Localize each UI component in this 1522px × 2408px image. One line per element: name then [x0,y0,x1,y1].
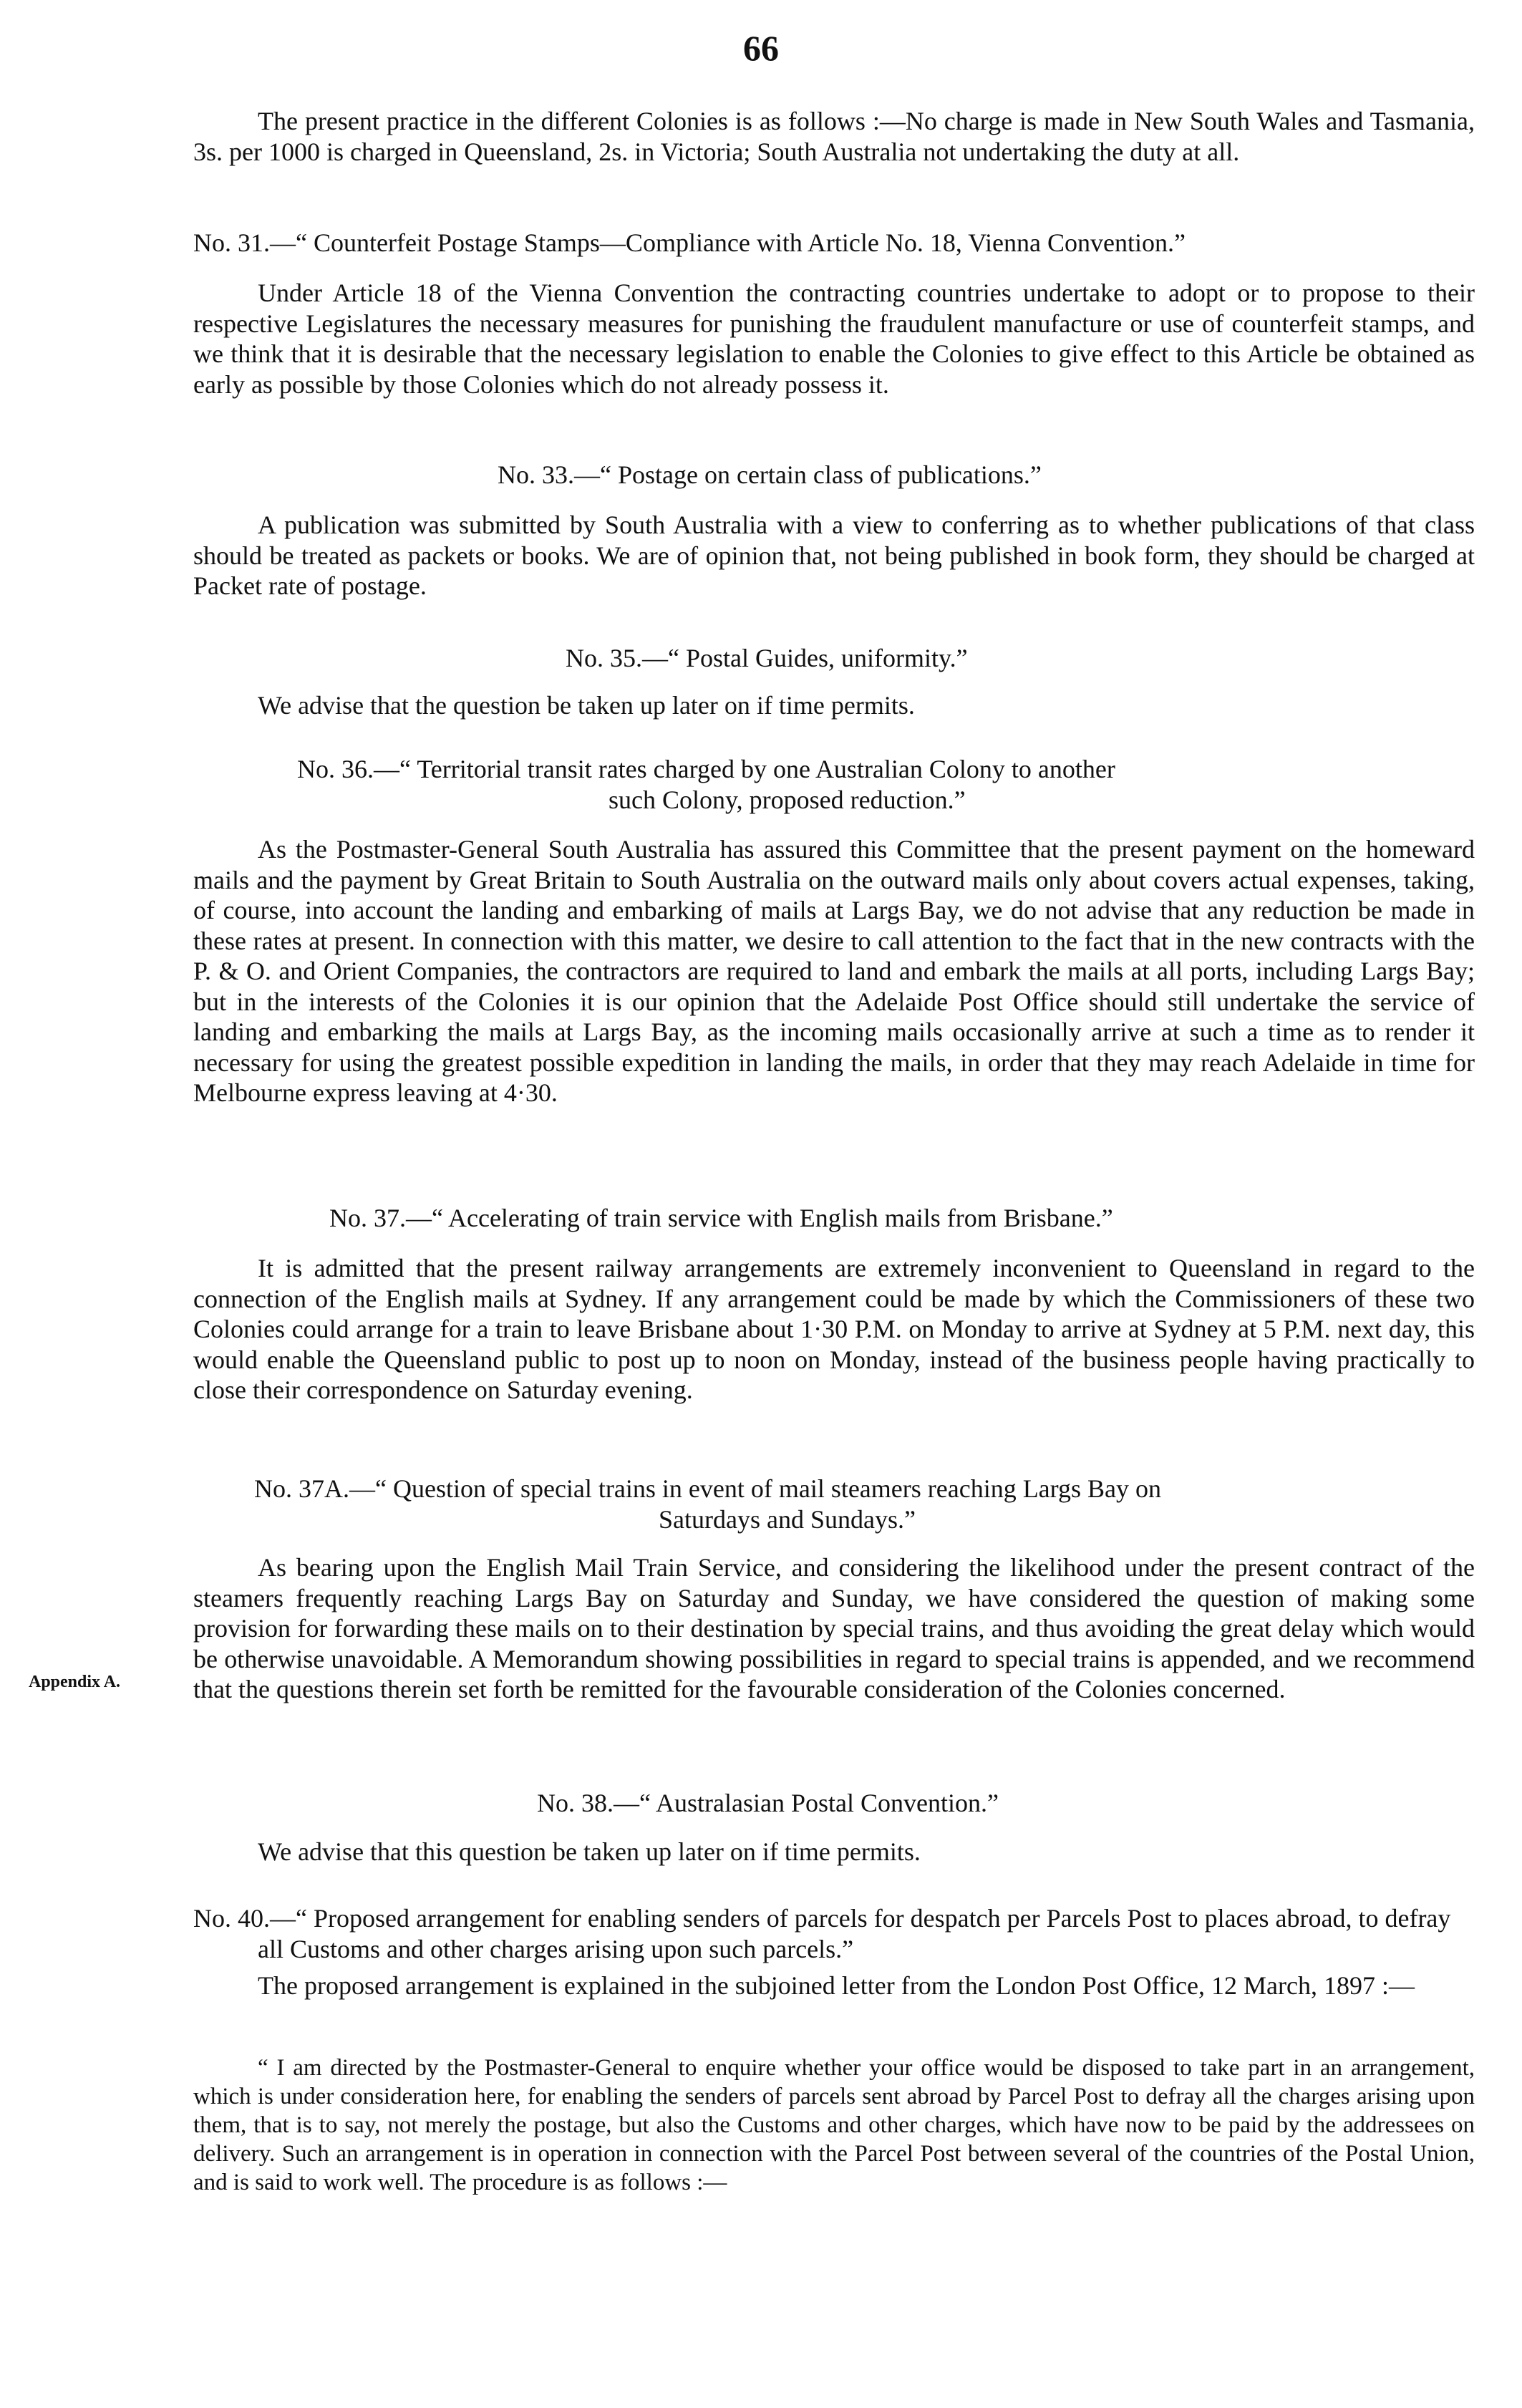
heading-item-33: No. 33.—“ Postage on certain class of publications.” [498,460,1042,489]
margin-note-appendix: Appendix A. [29,1673,121,1691]
heading-item-37: No. 37.—“ Accelerating of train service with English mails from Brisbane.” [329,1204,1113,1232]
paragraph-item-37: It is admitted that the present railway arrangements are extremely inconvenient to Queensland in regard to the connection of the English mails at Sydney. If any arrangement could be made by which the Commissioners of these two Colonies could arrange for a train to leave Brisbane about 1·30 P.M. on Monday to arrive at Sydney at 5 P.M. next day, this would enable the Queensland public to post up to noon on Monday, instead of the business people having practically to close their correspondence on Saturday evening. [193,1254,1475,1404]
page-number: 66 [743,28,779,68]
heading-item-37a-line2: Saturdays and Sundays.” [659,1505,916,1534]
heading-item-36-line1: No. 36.—“ Territorial transit rates charged by one Australian Colony to another [297,755,1115,783]
paragraph-item-40: The proposed arrangement is explained in the subjoined letter from the London Post Office, 12 March, 1897 :— [258,1971,1415,2000]
heading-item-38: No. 38.—“ Australasian Postal Convention.” [537,1789,999,1817]
paragraph-item-31: Under Article 18 of the Vienna Convention the contracting countries undertake to adopt or to propose to their respective Legislatures the necessary measures for punishing the fraudulent manufacture or use of counterfeit stamps, and we think that it is desirable that the necessary legislation to enable the Colonies to give effect to this Article be obtained as early as possible by those Colonies which do not already possess it. [193,279,1475,399]
quoted-letter: “ I am directed by the Postmaster-General to enquire whether your office would be disposed to take part in an arrangement, which is under consideration here, for enabling the senders of parcels sent abroad by Parcel Post to defray all the charges arising upon them, that is to say, not merely the postage, but also the Customs and other charges, which have now to be paid by the addressees on delivery. Such an arrangement is in operation in connection with the Parcel Post between several of the countries of the Postal Union, and is said to work well. The procedure is as follows :— [193,2055,1475,2195]
heading-item-37a-line1: No. 37A.—“ Question of special trains in event of mail steamers reaching Largs Bay on [254,1474,1161,1503]
heading-item-40: No. 40.—“ Proposed arrangement for enabling senders of parcels for despatch per Parcels Post to places abroad, to defray all Customs and other charges arising upon such parcels.” [193,1904,1451,1963]
heading-item-31: No. 31.—“ Counterfeit Postage Stamps—Compliance with Article No. 18, Vienna Convention.” [193,228,1186,257]
intro-paragraph: The present practice in the different Colonies is as follows :—No charge is made in New South Wales and Tasmania, 3s. per 1000 is charged in Queensland, 2s. in Victoria; South Australia not undertaking the duty at all. [193,107,1475,166]
paragraph-item-33: A publication was submitted by South Australia with a view to conferring as to whether publications of that class should be treated as packets or books. We are of opinion that, not being published in book form, they should be charged at Packet rate of postage. [193,511,1475,600]
paragraph-item-37a: As bearing upon the English Mail Train Service, and considering the likelihood under the present contract of the steamers frequently reaching Largs Bay on Saturday and Sunday, we have considered the question of making some provision for forwarding these mails on to their destination by special trains, and thus avoiding the great delay which would be otherwise unavoidable. A Memorandum showing possibilities in regard to special trains is appended, and we recommend that the questions therein set forth be remitted for the favourable consideration of the Colonies concerned. [193,1553,1475,1703]
paragraph-item-38: We advise that this question be taken up later on if time permits. [258,1837,921,1866]
paragraph-item-36: As the Postmaster-General South Australia has assured this Committee that the present payment on the homeward mails and the payment by Great Britain to South Australia on the outward mails only about covers actual expenses, taking, of course, into account the landing and embarking of mails at Largs Bay, we do not advise that any reduction be made in these rates at present. In connection with this matter, we desire to call attention to the fact that in the new contracts with the P. & O. and Orient Companies, the contractors are required to land and embark the mails at all ports, including Largs Bay; but in the interests of the Colonies it is our opinion that the Adelaide Post Office should still undertake the service of landing and embarking the mails at Largs Bay, as the incoming mails occasionally arrive at such a time as to render it necessary for using the greatest possible expedition in landing the mails, in order that they may reach Adelaide in time for Melbourne express leaving at 4·30. [193,835,1475,1107]
heading-item-35: No. 35.—“ Postal Guides, uniformity.” [566,644,968,672]
heading-item-36-line2: such Colony, proposed reduction.” [609,785,966,814]
paragraph-item-35: We advise that the question be taken up later on if time permits. [258,691,915,720]
